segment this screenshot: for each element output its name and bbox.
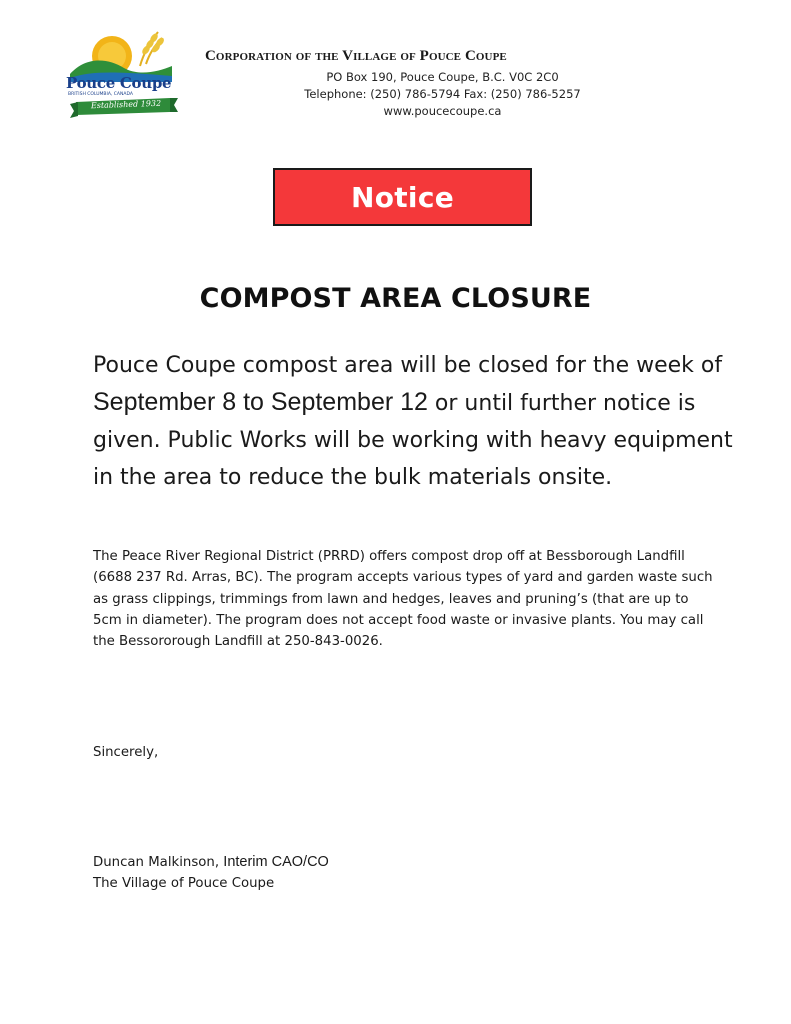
lead-text-after: or until further notice is given. Public Works will be working with heavy equipment in the area to reduce the bulk materials onsite. bbox=[93, 391, 733, 490]
notice-label: Notice bbox=[350, 180, 455, 214]
lead-paragraph bbox=[93, 347, 733, 496]
organization-name: Corporation of the Village of Pouce Coupe bbox=[205, 48, 507, 64]
closing-salutation: Sincerely, bbox=[93, 745, 159, 760]
logo-town-name: Pouce Coupe bbox=[66, 74, 172, 92]
signature-organization: The Village of Pouce Coupe bbox=[93, 876, 275, 891]
mailing-address: PO Box 190, Pouce Coupe, B.C. V0C 2C0 bbox=[326, 70, 559, 84]
signer-title: Interim CAO/CO bbox=[223, 854, 329, 870]
logo-established: Established 1932 bbox=[90, 98, 162, 111]
signer-name: Duncan Malkinson, bbox=[93, 855, 224, 870]
notice-banner bbox=[273, 168, 532, 226]
village-logo bbox=[62, 22, 180, 118]
logo-region: BRITISH COLUMBIA, CANADA bbox=[68, 92, 133, 97]
closure-dates: September 8 to September 12 bbox=[93, 388, 428, 416]
page-title: COMPOST AREA CLOSURE bbox=[199, 283, 592, 314]
body-paragraph: The Peace River Regional District (PRRD) offers compost drop off at Bessborough Landfill (6688 237 Rd. Arras, BC). The program accepts various types of yard and garden waste such as grass clippings, trimmings from lawn and hedges, leaves and pruning’s (that are up to 5cm in diameter). The program does not accept food waste or invasive plants. You may call the Bessororough Landfill at 250-843-0026. bbox=[93, 549, 713, 650]
signature-name bbox=[93, 854, 329, 870]
website-link[interactable]: www.poucecoupe.ca bbox=[383, 104, 502, 118]
lead-text-before: Pouce Coupe compost area will be closed for the week of bbox=[93, 353, 723, 378]
phone-fax: Telephone: (250) 786-5794 Fax: (250) 786-5257 bbox=[304, 87, 581, 101]
